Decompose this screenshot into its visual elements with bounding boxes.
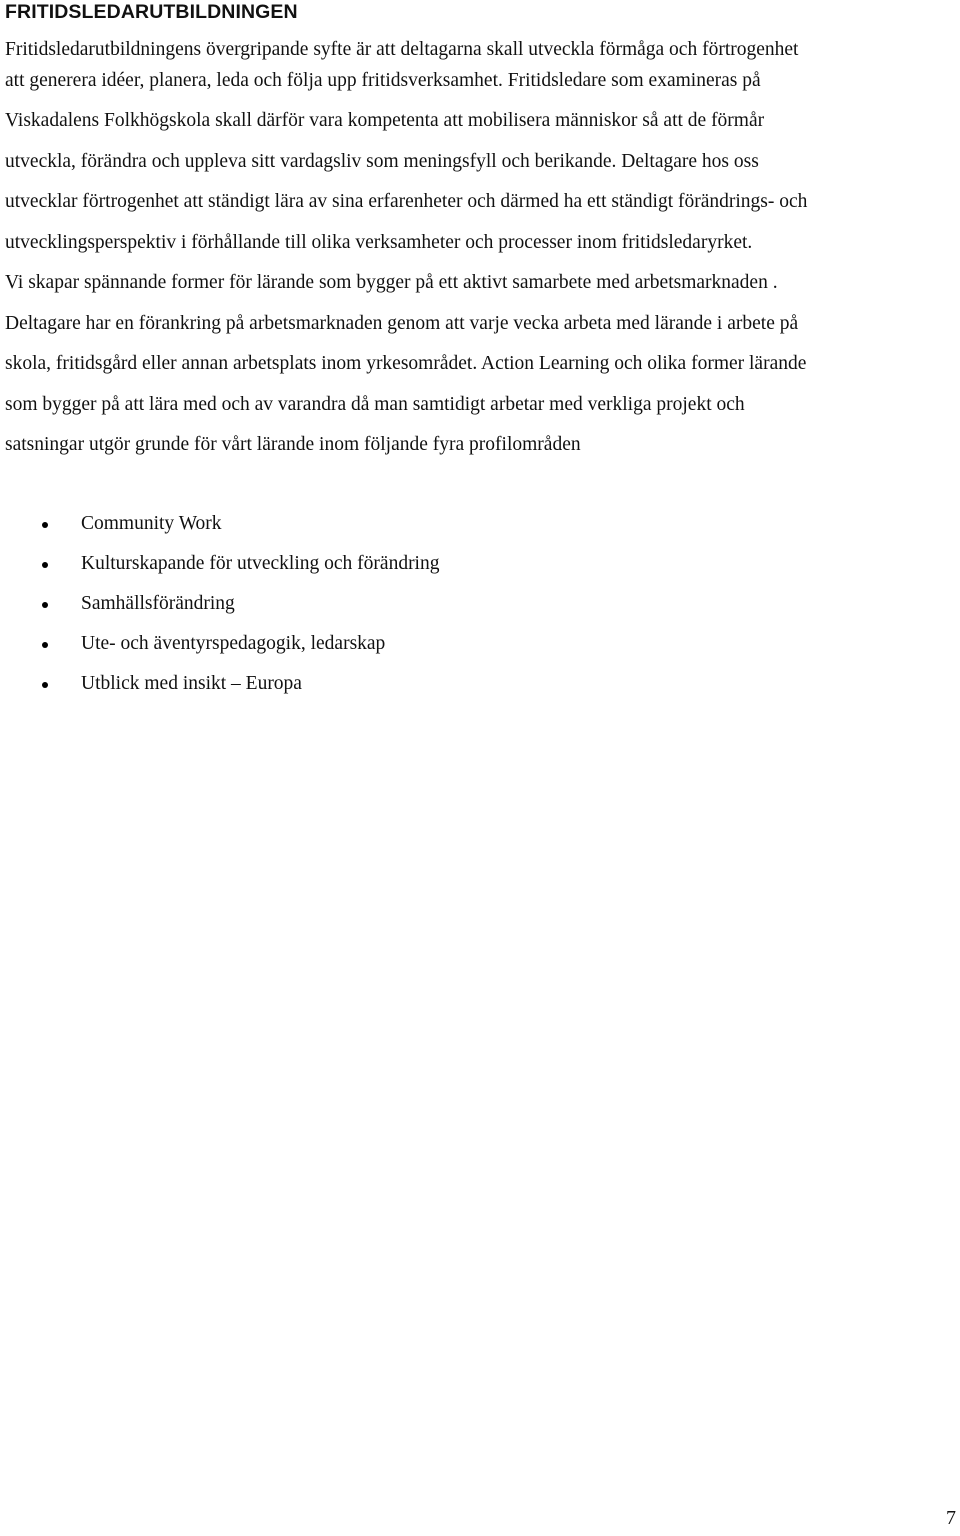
document-page <box>5 0 957 705</box>
page-number: 7 <box>946 1507 956 1529</box>
bullet-icon <box>42 602 48 608</box>
paragraph-line: skola, fritidsgård eller annan arbetsplats inom yrkesområdet. Action Learning och olika former lärande <box>5 353 807 374</box>
paragraph-line: Vi skapar spännande former för lärande som bygger på ett aktivt samarbete med arbetsmarknaden . <box>5 272 778 293</box>
bullet-icon <box>42 642 48 648</box>
list-item-label: Community Work <box>81 512 222 534</box>
paragraph-line: utveckla, förändra och uppleva sitt vardagsliv som meningsfyll och berikande. Deltagare hos oss <box>5 150 759 172</box>
list-item-label: Samhällsförändring <box>81 592 235 614</box>
list-item <box>5 584 957 624</box>
list-item <box>5 544 957 584</box>
bullet-icon <box>42 682 48 688</box>
list-item-label: Utblick med insikt – Europa <box>81 673 302 695</box>
profile-area-list <box>5 504 957 705</box>
list-item-label: Kulturskapande för utveckling och förändring <box>81 552 440 574</box>
bullet-icon <box>42 522 48 528</box>
paragraph-line: utvecklar förtrogenhet att ständigt lära av sina erfarenheter och därmed ha ett ständigt förändrings- och <box>5 191 808 212</box>
paragraph-line: Fritidsledarutbildningens övergripande syfte är att deltagarna skall utveckla förmåga och förtrogenhet <box>5 39 799 60</box>
paragraph-line: satsningar utgör grunde för vårt lärande inom följande fyra profilområden <box>5 434 581 455</box>
bullet-icon <box>42 562 48 568</box>
paragraph-line: Viskadalens Folkhögskola skall därför vara kompetenta att mobilisera människor så att de förmår <box>5 110 765 131</box>
list-item <box>5 664 957 704</box>
page-title: FRITIDSLEDARUTBILDNINGEN <box>5 1 298 23</box>
list-item <box>5 504 957 544</box>
body-paragraph <box>5 38 957 466</box>
list-item-label: Ute- och äventyrspedagogik, ledarskap <box>81 633 386 655</box>
paragraph-line: att generera idéer, planera, leda och följa upp fritidsverksamhet. Fritidsledare som examineras på <box>5 70 761 91</box>
paragraph-line: utvecklingsperspektiv i förhållande till olika verksamheter och processer inom fritidsledaryrket. <box>5 231 753 253</box>
paragraph-line: Deltagare har en förankring på arbetsmarknaden genom att varje vecka arbeta med lärande i arbete på <box>5 312 799 334</box>
list-item <box>5 624 957 664</box>
paragraph-line: som bygger på att lära med och av varandra då man samtidigt arbetar med verkliga projekt och <box>5 393 745 415</box>
